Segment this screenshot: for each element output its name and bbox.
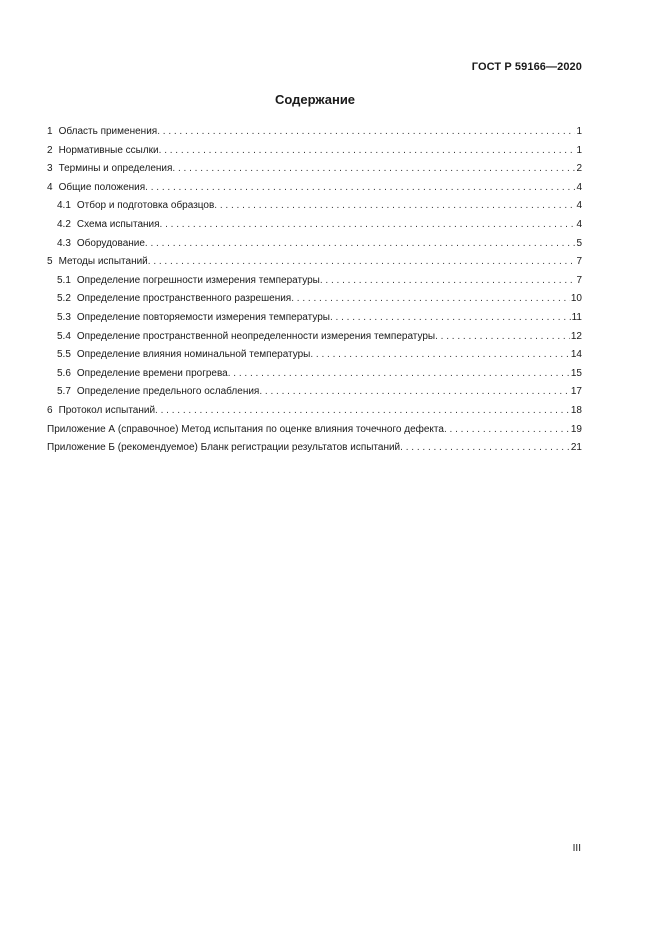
toc-entry-page: 15 bbox=[570, 367, 582, 379]
toc-entry[interactable] bbox=[47, 216, 582, 235]
toc-entry-text: Область применения bbox=[58, 126, 158, 137]
toc-title: Содержание bbox=[274, 92, 356, 107]
toc-entry-page: 7 bbox=[576, 274, 582, 286]
toc-entry-number: 1 bbox=[47, 126, 53, 137]
toc-entry-appendix-a[interactable] bbox=[47, 421, 582, 440]
toc-leader-dots bbox=[444, 421, 570, 440]
toc-entry-text: Определение времени прогрева bbox=[76, 367, 228, 379]
toc-entry-page: 14 bbox=[570, 349, 582, 361]
toc-entry[interactable] bbox=[47, 160, 582, 179]
table-of-contents bbox=[47, 123, 582, 458]
toc-leader-dots bbox=[291, 290, 570, 309]
toc-entry-text: Приложение А (справочное) Метод испытания по оценке влияния точечного дефекта bbox=[47, 423, 444, 435]
toc-entry-number: 5.6 bbox=[57, 367, 71, 379]
toc-entry-text: Схема испытания bbox=[76, 218, 160, 230]
toc-entry[interactable] bbox=[47, 235, 582, 254]
toc-leader-dots bbox=[435, 328, 570, 347]
toc-entry-page: 18 bbox=[570, 404, 582, 416]
toc-entry[interactable] bbox=[47, 142, 582, 161]
toc-leader-dots bbox=[155, 402, 570, 421]
toc-entry-number: 5.2 bbox=[57, 293, 71, 305]
toc-entry-number: 4 bbox=[47, 181, 53, 193]
toc-entry[interactable] bbox=[47, 365, 582, 384]
toc-entry-number: 5 bbox=[47, 256, 53, 268]
toc-entry[interactable] bbox=[47, 346, 582, 365]
toc-entry-number: 3 bbox=[47, 163, 53, 175]
toc-entry-number: 5.1 bbox=[57, 274, 71, 286]
toc-entry-number: 4.1 bbox=[57, 200, 71, 212]
toc-entry[interactable] bbox=[47, 253, 582, 272]
toc-entry-text: Определение пространственной неопределенности измерения температуры bbox=[76, 330, 436, 342]
toc-entry-page: 2 bbox=[576, 163, 582, 175]
toc-entry-page: 17 bbox=[570, 386, 582, 398]
toc-entry-text: Определение погрешности измерения температуры bbox=[76, 274, 320, 286]
toc-entry-number: 5.3 bbox=[57, 311, 71, 323]
toc-entry-page: 21 bbox=[570, 442, 582, 454]
toc-leader-dots bbox=[160, 216, 576, 235]
toc-entry-page: 4 bbox=[576, 181, 582, 193]
toc-entry-page: 7 bbox=[576, 256, 582, 268]
toc-leader-dots bbox=[145, 179, 575, 198]
toc-entry-page: 19 bbox=[570, 423, 582, 435]
toc-entry-text: Определение пространственного разрешения bbox=[76, 293, 292, 305]
toc-entry-text: Нормативные ссылки bbox=[58, 144, 159, 156]
toc-entry-text: Определение предельного ослабления bbox=[76, 386, 260, 398]
toc-entry[interactable] bbox=[47, 197, 582, 216]
toc-entry-text: Приложение Б (рекомендуемое) Бланк регистрации результатов испытаний bbox=[47, 442, 401, 454]
toc-leader-dots bbox=[157, 123, 575, 142]
toc-leader-dots bbox=[259, 383, 570, 402]
toc-entry-text: Определение влияния номинальной температуры bbox=[76, 349, 311, 361]
toc-entry-number: 5.7 bbox=[57, 386, 71, 398]
toc-entry-number: 5.4 bbox=[57, 330, 71, 342]
toc-entry-page: 1 bbox=[576, 144, 582, 156]
toc-entry[interactable] bbox=[47, 328, 582, 347]
toc-entry-page: 12 bbox=[570, 330, 582, 342]
toc-entry[interactable] bbox=[47, 309, 582, 328]
toc-entry-page: 5 bbox=[576, 237, 582, 249]
toc-entry[interactable] bbox=[47, 272, 582, 291]
toc-leader-dots bbox=[330, 309, 571, 328]
toc-leader-dots bbox=[228, 365, 570, 384]
toc-leader-dots bbox=[214, 197, 575, 216]
toc-leader-dots bbox=[148, 253, 576, 272]
toc-leader-dots bbox=[145, 235, 576, 254]
toc-entry[interactable] bbox=[47, 383, 582, 402]
toc-entry-page: 1 bbox=[576, 126, 582, 137]
toc-entry-page: 4 bbox=[576, 218, 582, 230]
toc-entry-appendix-b[interactable] bbox=[47, 439, 582, 458]
toc-entry-number: 6 bbox=[47, 404, 53, 416]
page-number: III bbox=[572, 843, 581, 854]
toc-leader-dots bbox=[172, 160, 575, 179]
toc-entry-text: Отбор и подготовка образцов bbox=[76, 200, 215, 212]
toc-entry-page: 11 bbox=[571, 311, 582, 323]
toc-leader-dots bbox=[310, 346, 570, 365]
toc-entry[interactable] bbox=[47, 123, 582, 142]
toc-entry-text: Определение повторяемости измерения температуры bbox=[76, 311, 330, 323]
toc-entry-text: Методы испытаний bbox=[58, 256, 148, 268]
toc-entry-text: Общие положения bbox=[58, 181, 146, 193]
toc-entry[interactable] bbox=[47, 402, 582, 421]
toc-entry-page: 10 bbox=[570, 293, 582, 305]
toc-entry-number: 5.5 bbox=[57, 349, 71, 361]
toc-entry-page: 4 bbox=[576, 200, 582, 212]
toc-entry-number: 2 bbox=[47, 144, 53, 156]
toc-leader-dots bbox=[400, 439, 570, 458]
document-code: ГОСТ Р 59166—2020 bbox=[471, 61, 582, 73]
toc-entry-text: Термины и определения bbox=[58, 163, 173, 175]
toc-entry-number: 4.3 bbox=[57, 237, 71, 249]
toc-entry-text: Оборудование bbox=[76, 237, 145, 249]
toc-leader-dots bbox=[159, 142, 576, 161]
toc-entry-text: Протокол испытаний bbox=[58, 404, 156, 416]
toc-entry[interactable] bbox=[47, 179, 582, 198]
toc-entry-number: 4.2 bbox=[57, 218, 71, 230]
toc-entry[interactable] bbox=[47, 290, 582, 309]
toc-leader-dots bbox=[320, 272, 576, 291]
